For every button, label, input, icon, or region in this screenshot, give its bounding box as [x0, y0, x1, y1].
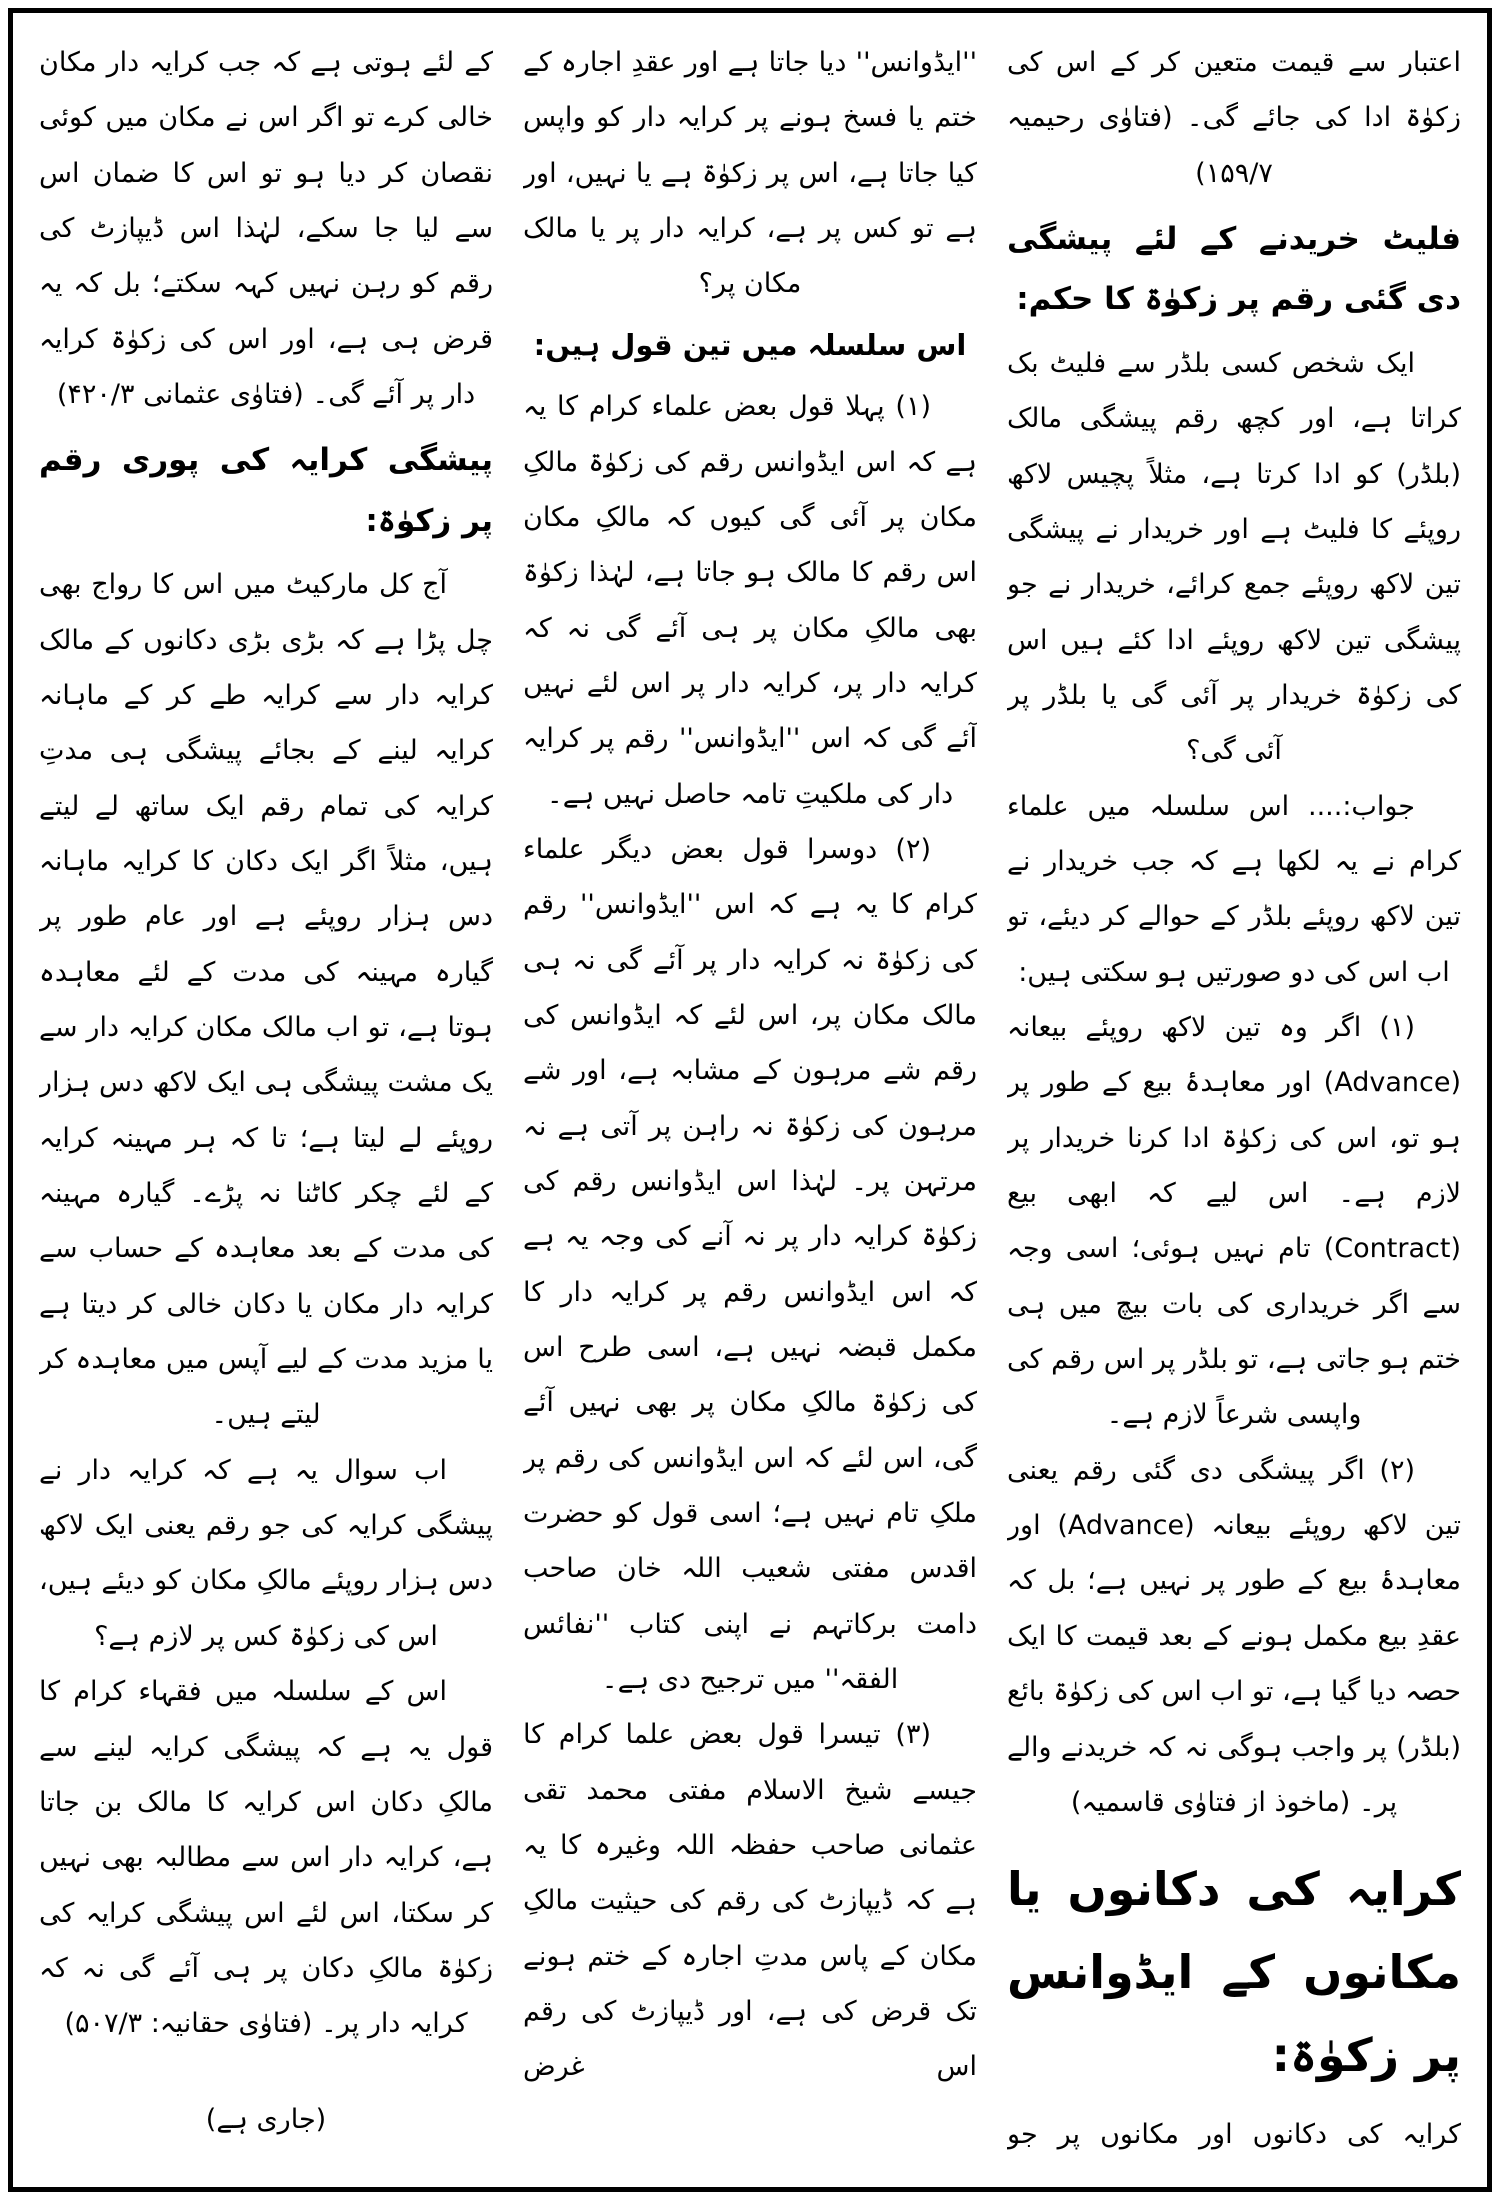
page-border-frame [8, 8, 1492, 2192]
paragraph-second-opinion: (۲) دوسرا قول بعض دیگر علماء کرام کا یہ ہے کہ اس ''ایڈوانس'' رقم کی زکوٰۃ نہ کرایہ دار پر آئے گی نہ ہی مالک مکان پر، اس لئے کہ ایڈوانس کی رقم شے مرہون کے مشابہ ہے، اور شے مرہون کی زکوٰۃ نہ راہن پر آتی ہے نہ مرتہن پر۔ لہٰذا اس ایڈوانس رقم کی زکوٰۃ کرایہ دار پر نہ آنے کی وجہ یہ ہے کہ اس ایڈوانس رقم پر کرایہ دار کا مکمل قبضہ نہیں ہے، اسی طرح اس کی زکوٰۃ مالکِ مکان پر بھی نہیں آئے گی، اس لئے کہ اس ایڈوانس کی رقم پر ملکِ تام نہیں ہے؛ اسی قول کو حضرت اقدس مفتی شعیب اللہ خان صاحب دامت برکاتہم نے اپنی کتاب ''نفائس الفقہ'' میں ترجیح دی ہے۔ [523, 833, 977, 1696]
paragraph-citation-rahimiyah: اعتبار سے قیمت متعین کر کے اس کی زکوٰۃ ادا کی جائے گی۔ (فتاوٰی رحیمیہ ۷/‏۱۵۹) [1007, 47, 1461, 189]
paragraph-third-opinion: (۳) تیسرا قول بعض علما کرام کا جیسے شیخ الاسلام مفتی محمد تقی عثمانی صاحب حفظہ اللہ وغیرہ کا یہ ہے کہ ڈیپازٹ کی رقم کی حیثیت مالکِ مکان کے پاس مدتِ اجارہ کے ختم ہونے تک قرض کی ہے، اور ڈیپازٹ کی رقم اس غرض [523, 1719, 977, 2083]
paragraph-deposit-loan-ruling: کے لئے ہوتی ہے کہ جب کرایہ دار مکان خالی کرے تو اگر اس نے مکان میں کوئی نقصان کر دیا ہو تو اس کا ضمان اس سے لیا جا سکے، لہٰذا اس ڈیپازٹ کی رقم کو رہن نہیں کہہ سکتے؛ بل کہ یہ قرض ہی ہے، اور اس کی زکوٰۃ کرایہ دار پر آئے گی۔ (فتاوٰی عثمانی ۳/‏۴۲۰) [39, 47, 493, 411]
paragraph-question-flat-booking: ایک شخص کسی بلڈر سے فلیٹ بک کراتا ہے، اور کچھ رقم پیشگی مالک (بلڈر) کو ادا کرتا ہے، مثلاً پچیس لاکھ روپئے کا فلیٹ ہے اور خریدار نے پیشگی تین لاکھ روپئے جمع کرائے، خریدار نے جو پیشگی تین لاکھ روپئے ادا کئے ہیں اس کی زکوٰۃ خریدار پر آئی گی یا بلڈر پر آئی گی؟ [1007, 347, 1461, 767]
paragraph-case-one-advance: (۱) اگر وہ تین لاکھ روپئے بیعانہ (Advance) اور معاہدۂ بیع کے طور پر ہو تو، اس کی زکوٰۃ ادا کرنا خریدار پر لازم ہے۔ اس لیے کہ ابھی بیع (Contract) تام نہیں ہوئی؛ اسی وجہ سے اگر خریداری کی بات بیچ میں ہی ختم ہو جاتی ہے، تو بلڈر پر اس رقم کی واپسی شرعاً لازم ہے۔ [1007, 1012, 1461, 1431]
paragraph-rental-intro: کرایہ کی دکانوں اور مکانوں پر جو [1007, 2118, 1461, 2150]
heading-flat-advance-zakat: فلیٹ خریدنے کے لئے پیشگی دی گئی رقم پر زکوٰۃ کا حکم: [1007, 221, 1461, 318]
column-right [1007, 35, 1461, 2165]
paragraph-fuqaha-ruling: اس کے سلسلہ میں فقہاء کرام کا قول یہ ہے کہ پیشگی کرایہ لینے سے مالکِ دکان اس کرایہ کا مالک بن جاتا ہے، کرایہ دار اس سے مطالبہ بھی نہیں کر سکتا، اس لئے اس پیشگی کرایہ کی زکوٰۃ مالکِ دکان پر ہی آئے گی نہ کہ کرایہ دار پر۔ (فتاوٰی حقانیہ: ۳/‏۵۰۷) [39, 1676, 493, 2040]
paragraph-advance-returned: ''ایڈوانس'' دیا جاتا ہے اور عقدِ اجارہ کے ختم یا فسخ ہونے پر کرایہ دار کو واپس کیا جاتا ہے، اس پر زکوٰۃ ہے یا نہیں، اور ہے تو کس پر ہے، کرایہ دار پر یا مالک مکان پر؟ [523, 47, 977, 300]
column-left [39, 35, 493, 2165]
paragraph-answer-intro: جواب:.... اس سلسلہ میں علماء کرام نے یہ لکھا ہے کہ جب خریدار نے تین لاکھ روپئے بلڈر کے حوالے کر دیئے، تو اب اس کی دو صورتیں ہو سکتی ہیں: [1007, 790, 1461, 988]
three-column-layout [39, 35, 1461, 2165]
paragraph-market-custom: آج کل مارکیٹ میں اس کا رواج بھی چل پڑا ہے کہ بڑی بڑی دکانوں کے مالک کرایہ دار سے کرایہ طے کر کے ماہانہ کرایہ لینے کے بجائے پیشگی ہی مدتِ کرایہ کی تمام رقم ایک ساتھ لے لیتے ہیں، مثلاً اگر ایک دکان کا کرایہ ماہانہ دس ہزار روپئے ہے اور عام طور پر گیارہ مہینہ کی مدت کے لئے معاہدہ ہوتا ہے، تو اب مالک مکان کرایہ دار سے یک مشت پیشگی ہی ایک لاکھ دس ہزار روپئے لے لیتا ہے؛ تا کہ ہر مہینہ کرایہ کے لئے چکر کاٹنا نہ پڑے۔ گیارہ مہینہ کی مدت کے بعد معاہدہ کے حساب سے کرایہ دار مکان یا دکان خالی کر دیتا ہے یا مزید مدت کے لیے آپس میں معاہدہ کر لیتے ہیں۔ [39, 569, 493, 1431]
column-middle [523, 35, 977, 2165]
heading-advance-full-rent-zakat: پیشگی کرایہ کی پوری رقم پر زکوٰۃ: [39, 442, 493, 539]
paragraph-first-opinion: (۱) پہلا قول بعض علماء کرام کا یہ ہے کہ اس ایڈوانس رقم کی زکوٰۃ مالکِ مکان پر آئی گی کیوں کہ مالکِ مکان اس رقم کا مالک ہو جاتا ہے، لہٰذا زکوٰۃ بھی مالکِ مکان پر ہی آئے گی نہ کہ کرایہ دار پر، کرایہ دار پر اس لئے نہیں آئے گی کہ اس ''ایڈوانس'' رقم پر کرایہ دار کی ملکیتِ تامہ حاصل نہیں ہے۔ [523, 391, 977, 810]
paragraph-case-two-advance: (۲) اگر پیشگی دی گئی رقم یعنی تین لاکھ روپئے بیعانہ (Advance) اور معاہدۂ بیع کے طور پر نہیں ہے؛ بل کہ عقدِ بیع مکمل ہونے کے بعد قیمت کا ایک حصہ دیا گیا ہے، تو اب اس کی زکوٰۃ بائع (بلڈر) پر واجب ہوگی نہ کہ خریدنے والے پر۔ (ماخوذ از فتاوٰی قاسمیہ) [1007, 1454, 1461, 1818]
paragraph-question-advance-rent: اب سوال یہ ہے کہ کرایہ دار نے پیشگی کرایہ کی جو رقم یعنی ایک لاکھ دس ہزار روپئے مالکِ مکان کو دیئے ہیں، اس کی زکوٰۃ کس پر لازم ہے؟ [39, 1454, 493, 1652]
heading-three-opinions: اس سلسلہ میں تین قول ہیں: [533, 327, 967, 362]
to-be-continued-note: (جاری ہے) [205, 2103, 327, 2135]
heading-rental-shops-advance-zakat: کرایہ کی دکانوں یا مکانوں کے ایڈوانس پر زکوٰۃ: [1007, 1862, 1461, 2082]
